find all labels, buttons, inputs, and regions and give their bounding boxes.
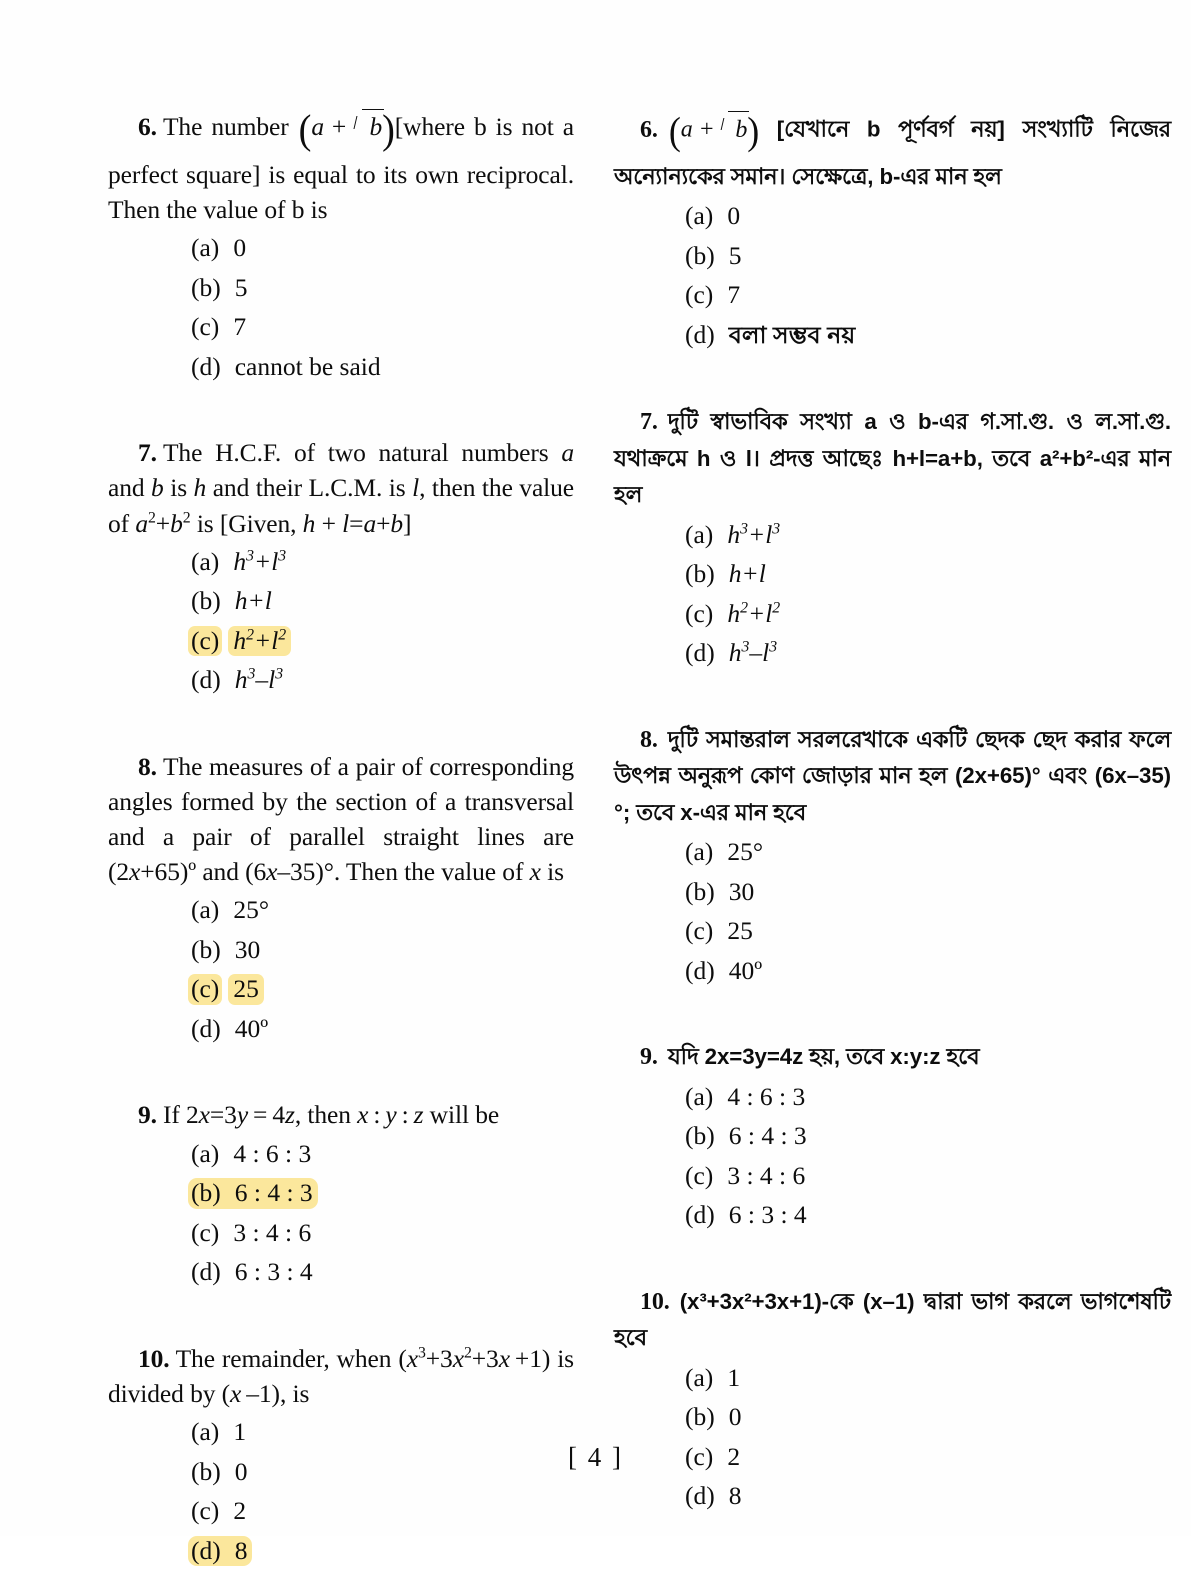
option-9-c[interactable]	[188, 1218, 574, 1249]
block-spacer	[614, 995, 1171, 1039]
option-label: (a)	[685, 1081, 714, 1111]
option-label: (b)	[188, 1178, 225, 1209]
option-label: (a)	[191, 1417, 220, 1447]
option-text: 25°	[727, 837, 764, 867]
option-6-c-bn[interactable]	[682, 280, 1171, 311]
option-text: 40º	[728, 955, 763, 985]
option-label: (a)	[685, 1362, 714, 1392]
stem-text-7-bn: দুটি স্বাভাবিক সংখ্যা a ও b-এর গ.সা.গু. ও ল.সা.গু. যথাক্রমে h ও l। প্রদত্ত আছেঃ h+l=a+b, তবে a²+b²-এর মান হল	[614, 409, 1171, 508]
question-number-9-bn: 9.	[640, 1044, 658, 1071]
option-label: (d)	[685, 319, 715, 349]
option-label: (a)	[191, 1138, 220, 1168]
stem-text-8-bn: দুটি সমান্তরাল সরলরেখাকে একটি ছেদক ছেদ করার ফলে উৎপন্ন অনুরূপ কোণ জোড়ার মান হল (2x+65)° এবং (6x–35)°; তবে x-এর মান হবে	[614, 726, 1171, 825]
option-text: 2	[233, 1496, 247, 1526]
block-spacer	[108, 1297, 574, 1341]
option-text: 6 : 4 : 3	[728, 1121, 807, 1151]
option-text: 30	[728, 876, 755, 906]
option-text: 25°	[233, 895, 270, 925]
options-10	[108, 1417, 574, 1566]
option-text: $h^3-l^3$	[234, 665, 284, 695]
page-number-footer: [ 4 ]	[568, 1442, 623, 1472]
options-8	[108, 895, 574, 1044]
option-6-b[interactable]	[188, 273, 574, 304]
question-number-7-bn: 7.	[640, 409, 658, 436]
option-6-b-bn[interactable]	[682, 241, 1171, 272]
option-label: (c)	[685, 1441, 714, 1471]
option-label: (a)	[191, 546, 220, 576]
option-label: (b)	[191, 934, 221, 964]
option-label: (d)	[685, 638, 715, 668]
block-spacer	[614, 678, 1171, 722]
option-text: 5	[234, 272, 248, 302]
options-7	[108, 547, 574, 696]
option-text: 6 : 4 : 3	[225, 1178, 318, 1209]
option-6-a-bn[interactable]	[682, 201, 1171, 232]
option-label: (b)	[685, 240, 715, 270]
stem-text-6-bn: [যেখানে b পূর্ণবর্গ নয়] সংখ্যাটি নিজের অন্যোন্যকের সমান। সেক্ষেত্রে, b-এর মান হল	[614, 116, 1171, 189]
option-8-c[interactable]	[188, 974, 574, 1005]
option-label: (d)	[685, 955, 715, 985]
question-stem-9-bn	[614, 1039, 1171, 1075]
option-8-d-bn[interactable]	[682, 956, 1171, 987]
block-spacer	[614, 360, 1171, 404]
options-6	[108, 233, 574, 382]
question-stem-10: 10. The remainder, when $(x^3+3x^2+3x +1)$ is divided by (x –1), is	[108, 1343, 575, 1408]
options-7-bn	[614, 520, 1171, 669]
question-number-8: 8.	[138, 751, 157, 781]
option-10-d-bn[interactable]	[682, 1481, 1171, 1512]
formula-6-bn: (a + b)	[668, 109, 760, 153]
option-9-a-bn[interactable]	[682, 1082, 1171, 1113]
option-label: (d)	[685, 1481, 715, 1511]
option-label: (c)	[685, 916, 714, 946]
options-9	[108, 1139, 574, 1288]
option-9-a[interactable]	[188, 1139, 574, 1170]
option-label: (b)	[685, 1121, 715, 1151]
question-stem-9: 9. If 2x=3y = 4z, then x : y : z will be	[138, 1100, 500, 1130]
option-9-b-bn[interactable]	[682, 1121, 1171, 1152]
question-stem-6	[108, 104, 574, 227]
option-text: 2	[727, 1441, 741, 1471]
option-text: 7	[233, 312, 247, 342]
option-label: (c)	[191, 312, 220, 342]
option-7-b[interactable]	[188, 586, 574, 617]
option-text: 30	[234, 934, 261, 964]
option-text: বলা সম্ভব নয়	[728, 322, 856, 349]
options-10-bn	[614, 1363, 1171, 1512]
option-label: (c)	[685, 280, 714, 310]
option-text: 0	[234, 1456, 248, 1486]
question-block-9-bn	[614, 1039, 1171, 1230]
question-block-9	[108, 1097, 574, 1287]
option-text: 5	[728, 240, 742, 270]
question-number-10: 10.	[138, 1343, 170, 1373]
option-label: (d)	[191, 351, 221, 381]
block-spacer	[108, 1053, 574, 1097]
option-text: $h^3-l^3$	[728, 638, 778, 668]
option-9-d[interactable]	[188, 1257, 574, 1288]
option-text: 4 : 6 : 3	[233, 1138, 312, 1168]
option-7-c[interactable]	[188, 626, 574, 657]
question-stem-6-bn	[614, 104, 1171, 195]
option-label: (b)	[191, 1456, 221, 1486]
question-block-7-bn	[614, 404, 1171, 668]
stem-text-6a: The number	[162, 112, 289, 142]
option-text: 25	[727, 916, 753, 946]
option-9-d-bn[interactable]	[682, 1200, 1171, 1231]
option-text: 4 : 6 : 3	[727, 1081, 806, 1111]
option-7-c-bn[interactable]	[682, 599, 1171, 630]
option-10-b-bn[interactable]	[682, 1402, 1171, 1433]
option-10-d[interactable]	[188, 1536, 574, 1567]
options-8-bn	[614, 837, 1171, 986]
option-label: (b)	[191, 586, 221, 616]
option-text: 3 : 4 : 6	[727, 1160, 806, 1190]
option-text: 6 : 3 : 4	[234, 1257, 313, 1287]
option-label: (a)	[685, 201, 714, 231]
option-text: 0	[728, 1402, 742, 1432]
question-stem-8-bn	[614, 722, 1171, 831]
option-label: (c)	[188, 626, 222, 657]
option-label: (b)	[685, 559, 715, 589]
option-text: $h^2+l^2$	[727, 598, 781, 628]
question-block-7	[108, 435, 574, 696]
question-block-8	[108, 749, 574, 1045]
option-6-d-bn[interactable]	[682, 320, 1171, 352]
option-label: (d)	[191, 1013, 221, 1043]
question-block-6	[108, 104, 574, 382]
question-stem-7-bn	[614, 404, 1171, 513]
option-label: (a)	[685, 519, 714, 549]
option-text: h+l	[234, 586, 272, 616]
option-6-c[interactable]	[188, 312, 574, 343]
question-number-9: 9.	[138, 1100, 157, 1130]
option-7-b-bn[interactable]	[682, 559, 1171, 590]
options-9-bn	[614, 1082, 1171, 1231]
option-8-b-bn[interactable]	[682, 877, 1171, 908]
option-8-a[interactable]	[188, 895, 574, 926]
option-text: 1	[727, 1362, 741, 1392]
option-text: 3 : 4 : 6	[233, 1217, 312, 1247]
question-number-8-bn: 8.	[640, 726, 658, 753]
option-label: (b)	[191, 272, 221, 302]
question-block-10-bn	[614, 1284, 1171, 1512]
bengali-column	[596, 0, 1191, 1575]
option-text: 8	[225, 1536, 253, 1567]
question-block-6-bn	[614, 104, 1171, 351]
question-stem-8: 8. The measures of a pair of corresponding angles formed by the section of a transversal and a pair of parallel straight lines are (2x+65)º and (6x–35)°. Then the value of x is	[108, 751, 574, 887]
option-6-a[interactable]	[188, 233, 574, 264]
question-stem-7: 7. The H.C.F. of two natural numbers a and b is h and their L.C.M. is l, then the value of $a^2+b^2$ is [Given, h + l=a+b]	[108, 438, 575, 538]
option-text: 6 : 3 : 4	[728, 1200, 807, 1230]
option-10-c[interactable]	[188, 1496, 574, 1527]
option-10-a-bn[interactable]	[682, 1363, 1171, 1394]
question-block-8-bn	[614, 722, 1171, 986]
option-label: (d)	[191, 1257, 221, 1287]
option-text: h+l	[728, 559, 766, 589]
option-8-b[interactable]	[188, 935, 574, 966]
option-label: (d)	[191, 665, 221, 695]
option-8-c-bn[interactable]	[682, 916, 1171, 947]
option-text: 40º	[234, 1013, 269, 1043]
options-6-bn	[614, 201, 1171, 351]
option-7-d[interactable]	[188, 665, 574, 696]
option-8-d[interactable]	[188, 1014, 574, 1045]
option-7-a-bn[interactable]	[682, 520, 1171, 551]
formula-6: (a + b)	[298, 107, 395, 153]
option-text: $h^3+l^3$	[727, 519, 781, 549]
option-label: (b)	[685, 1402, 715, 1432]
option-text: 0	[233, 233, 247, 263]
option-label: (a)	[191, 895, 220, 925]
option-9-c-bn[interactable]	[682, 1161, 1171, 1192]
question-stem-10-bn	[614, 1284, 1171, 1357]
option-text: cannot be said	[234, 351, 381, 381]
option-label: (b)	[685, 876, 715, 906]
option-text: 1	[233, 1417, 247, 1447]
option-text: 7	[727, 280, 741, 310]
option-text: 25	[228, 974, 264, 1005]
option-label: (c)	[685, 1160, 714, 1190]
option-6-d[interactable]	[188, 352, 574, 383]
option-9-b[interactable]	[188, 1178, 574, 1209]
option-label: (a)	[191, 233, 220, 263]
question-number-6: 6.	[138, 112, 157, 142]
block-spacer	[614, 1240, 1171, 1284]
option-text: $h^2+l^2$	[228, 626, 291, 657]
question-number-10-bn: 10.	[640, 1288, 670, 1315]
option-label: (c)	[188, 974, 222, 1005]
question-number-7: 7.	[138, 438, 157, 468]
stem-text-10-bn: (x³+3x²+3x+1)-কে (x–1) দ্বারা ভাগ করলে ভাগশেষটি হবে	[614, 1288, 1171, 1351]
option-7-a[interactable]	[188, 547, 574, 578]
block-spacer	[108, 391, 574, 435]
question-number-6-bn: 6.	[640, 116, 658, 143]
option-text: 0	[727, 201, 741, 231]
option-label: (c)	[685, 598, 714, 628]
option-7-d-bn[interactable]	[682, 638, 1171, 669]
stem-text-9-bn: যদি 2x=3y=4z হয়, তবে x:y:z হবে	[667, 1044, 980, 1070]
option-text: 8	[728, 1481, 742, 1511]
block-spacer	[108, 705, 574, 749]
option-label: (d)	[685, 1200, 715, 1230]
option-label: (c)	[191, 1496, 220, 1526]
option-label: (c)	[191, 1217, 220, 1247]
option-text: $h^3+l^3$	[233, 546, 287, 576]
option-label: (d)	[188, 1536, 225, 1567]
option-8-a-bn[interactable]	[682, 837, 1171, 868]
stem-text-6b: [where b is not a perfect square] is equal to its own reciprocal. Then the value of b is	[108, 112, 575, 224]
option-label: (a)	[685, 837, 714, 867]
